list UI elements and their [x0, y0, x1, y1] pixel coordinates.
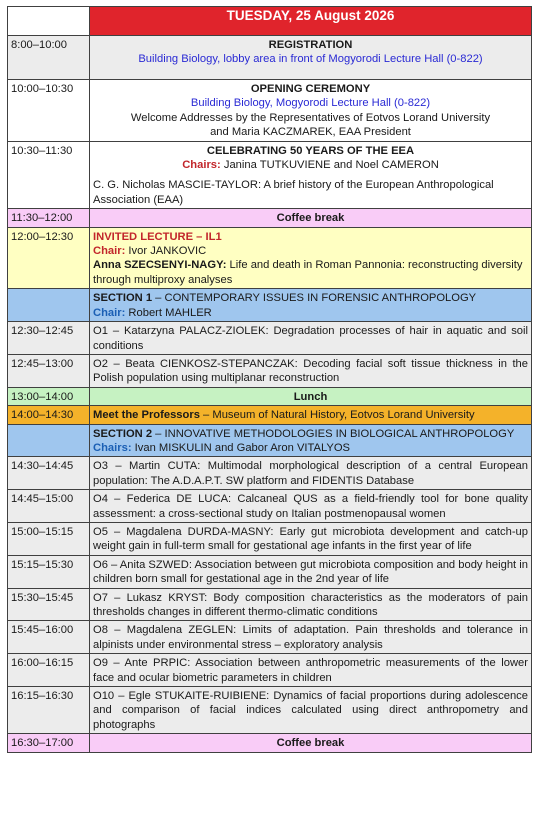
coffee-break-label: Coffee break [90, 734, 532, 752]
time-cell: 10:00–10:30 [8, 80, 90, 142]
time-cell: 13:00–14:00 [8, 387, 90, 405]
time-cell: 14:30–14:45 [8, 457, 90, 490]
lunch-row [8, 387, 532, 405]
time-cell: 11:30–12:00 [8, 209, 90, 227]
talk-row [8, 654, 532, 687]
session-cell [90, 36, 532, 80]
registration-location: Building Biology, lobby area in front of Mogyorodi Lecture Hall (0-822) [138, 53, 483, 66]
talk-row [8, 457, 532, 490]
time-cell: 15:00–15:15 [8, 522, 90, 555]
section-cell [90, 289, 532, 322]
opening-desc-line2: and Maria KACZMAREK, EAA President [210, 126, 411, 139]
celebrating-title: CELEBRATING 50 YEARS OF THE EEA [206, 144, 415, 157]
section-topic: – INNOVATIVE METHODOLOGIES IN BIOLOGICAL ANTHROPOLOGY [152, 427, 515, 440]
talk-row [8, 621, 532, 654]
invited-title: INVITED LECTURE – IL1 [93, 230, 222, 243]
time-cell: 12:00–12:30 [8, 227, 90, 289]
chair-label: Chair: [93, 245, 126, 258]
opening-row [8, 80, 532, 142]
talk-row [8, 322, 532, 355]
time-cell: 15:15–15:30 [8, 555, 90, 588]
talk-text: O4 – Federica DE LUCA: Calcaneal QUS as a field-friendly tool for bone quality assessment: a cross-sectional study on Italian postmenopausal women [90, 490, 532, 523]
header-blank-cell [8, 7, 90, 36]
registration-title: REGISTRATION [268, 39, 353, 51]
celebrating-row [8, 141, 532, 209]
time-cell [8, 289, 90, 322]
registration-row [8, 36, 532, 80]
talk-row [8, 588, 532, 621]
meet-location: – Museum of Natural History, Eotvos Lorand University [199, 409, 475, 422]
coffee-break-row [8, 734, 532, 752]
time-cell: 16:30–17:00 [8, 734, 90, 752]
chairs-names: Ivan MISKULIN and Gabor Aron VITALYOS [131, 441, 351, 454]
meet-title: Meet the Professors [93, 409, 200, 422]
section2-row [8, 424, 532, 457]
talk-text: O8 – Magdalena ZEGLEN: Limits of adaptation. Pain thresholds and tolerance in alpinists under environmental stress – exploratory analysis [90, 621, 532, 654]
chair-name: Ivor JANKOVIC [125, 245, 207, 258]
day-title: TUESDAY, 25 August 2026 [90, 7, 532, 36]
opening-location: Building Biology, Mogyorodi Lecture Hall (0-822) [190, 97, 431, 110]
opening-desc-line1: Welcome Addresses by the Representatives of Eotvos Lorand University [130, 111, 491, 124]
time-cell [8, 424, 90, 457]
time-cell: 8:00–10:00 [8, 36, 90, 80]
chair-label: Chair: [93, 306, 126, 319]
section2-chairs [93, 441, 528, 455]
chair-name: Robert MAHLER [125, 306, 212, 319]
talk-row [8, 522, 532, 555]
celebrating-chairs [93, 158, 528, 172]
invited-lecture-row [8, 227, 532, 289]
session-cell [90, 80, 532, 142]
time-cell: 14:45–15:00 [8, 490, 90, 523]
talk-text: O6 – Anita SZWED: Association between gut microbiota composition and body height in children born small for gestational age in the 2nd year of life [90, 555, 532, 588]
session-cell [90, 227, 532, 289]
section-number: SECTION 1 [93, 292, 153, 305]
coffee-break-row [8, 209, 532, 227]
celebrating-talk: C. G. Nicholas MASCIE-TAYLOR: A brief history of the European Anthropological Association (EAA) [93, 179, 494, 206]
meet-professors-row [8, 406, 532, 424]
time-cell: 12:45–13:00 [8, 354, 90, 387]
day-header-row [8, 7, 532, 36]
talk-text: O10 – Egle STUKAITE-RUIBIENE: Dynamics of facial proportions during adolescence and comparison of facial indices calculated using direct anthropometry and photographs [90, 687, 532, 734]
session-cell [90, 141, 532, 209]
talk-text: O9 – Ante PRPIC: Association between anthropometric measurements of the lower face and ocular biometric parameters in children [90, 654, 532, 687]
section-cell [90, 424, 532, 457]
talk-row [8, 555, 532, 588]
coffee-break-label: Coffee break [90, 209, 532, 227]
talk-row [8, 687, 532, 734]
talk-text: O5 – Magdalena DURDA-MASNY: Early gut microbiota development and catch-up weight gain in full-term small for gestational age infants in the first year of life [90, 522, 532, 555]
talk-text: O7 – Lukasz KRYST: Body composition characteristics as the moderators of pain thresholds changes in different thermo-climatic conditions [90, 588, 532, 621]
section1-chair [93, 306, 528, 320]
invited-chair [93, 244, 528, 258]
time-cell: 14:00–14:30 [8, 406, 90, 424]
section-number: SECTION 2 [93, 427, 153, 440]
talk-text: O3 – Martin CUTA: Multimodal morphological description of a central European population: The A.D.A.P.T. SW platform and FIDENTIS Database [90, 457, 532, 490]
section2-title [93, 427, 528, 441]
time-cell: 16:00–16:15 [8, 654, 90, 687]
time-cell: 10:30–11:30 [8, 141, 90, 209]
talk-row [8, 354, 532, 387]
lunch-label: Lunch [90, 387, 532, 405]
section1-row [8, 289, 532, 322]
opening-title: OPENING CEREMONY [250, 83, 371, 95]
chairs-names: Janina TUTKUVIENE and Noel CAMERON [220, 159, 439, 172]
invited-talk-title: Life and death in Roman Pannonia: reconstructing diversity through multiproxy analyses [93, 259, 523, 286]
time-cell: 16:15–16:30 [8, 687, 90, 734]
chairs-label: Chairs: [182, 159, 221, 172]
invited-speaker: Anna SZECSENYI-NAGY: [93, 259, 227, 272]
chairs-label: Chairs: [93, 441, 132, 454]
meet-professors-text [90, 406, 532, 424]
schedule-table [7, 6, 532, 753]
section-topic: – CONTEMPORARY ISSUES IN FORENSIC ANTHROPOLOGY [152, 292, 477, 305]
time-cell: 15:30–15:45 [8, 588, 90, 621]
talk-row [8, 490, 532, 523]
section1-title [93, 291, 528, 305]
time-cell: 12:30–12:45 [8, 322, 90, 355]
time-cell: 15:45–16:00 [8, 621, 90, 654]
talk-text: O2 – Beata CIENKOSZ-STEPANCZAK: Decoding facial soft tissue thickness in the Polish population using multiplanar reconstruction [90, 354, 532, 387]
invited-talk [93, 258, 528, 287]
talk-text: O1 – Katarzyna PALACZ-ZIOLEK: Degradation processes of hair in aquatic and soil conditions [90, 322, 532, 355]
